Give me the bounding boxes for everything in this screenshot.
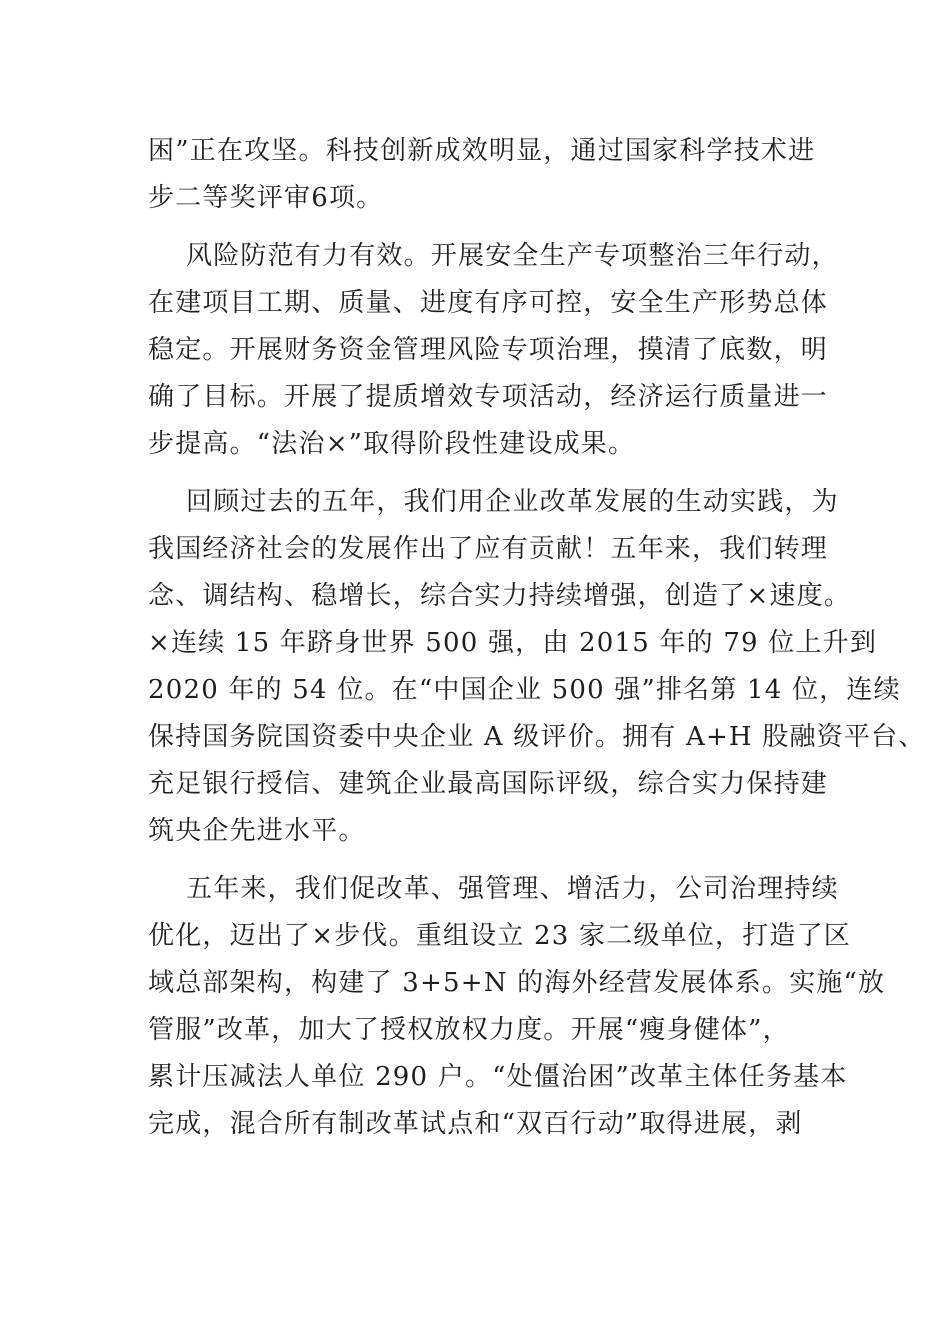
paragraph-line: 风险防范有力有效。开展安全生产专项整治三年行动， (186, 241, 839, 271)
document-body (148, 128, 926, 1148)
paragraph-line: 2020 年的 54 位。在“中国企业 500 强”排名第 14 位，连续 (148, 675, 901, 705)
paragraph-line: 我国经济社会的发展作出了应有贡献！五年来，我们转理 (148, 534, 829, 564)
paragraph-gap (148, 468, 813, 479)
paragraph-line: 确了目标。开展了提质增效专项活动，经济运行质量进一 (148, 382, 829, 412)
paragraph-line: 保持国务院国资委中央企业 A 级评价。拥有 A+H 股融资平台、 (148, 722, 926, 752)
paragraph-five-year-review (148, 479, 926, 855)
paragraph-line: 优化，迈出了×步伐。重组设立 23 家二级单位，打造了区 (148, 921, 851, 951)
paragraph-tech-innovation (148, 128, 816, 222)
paragraph-line: 困”正在攻坚。科技创新成效明显，通过国家科学技术进 (148, 136, 816, 166)
paragraph-line: 域总部架构，构建了 3+5+N 的海外经营发展体系。实施“放 (148, 968, 886, 998)
paragraph-line: 累计压减法人单位 290 户。“处僵治困”改革主体任务基本 (148, 1062, 848, 1092)
paragraph-line: 在建项目工期、质量、进度有序可控，安全生产形势总体 (148, 288, 829, 318)
paragraph-gap (148, 855, 813, 866)
paragraph-reform-governance (148, 866, 886, 1148)
paragraph-line: ×连续 15 年跻身世界 500 强，由 2015 年的 79 位上升到 (148, 628, 878, 658)
paragraph-line: 筑央企先进水平。 (148, 816, 366, 846)
paragraph-line: 五年来，我们促改革、强管理、增活力，公司治理持续 (186, 874, 839, 904)
paragraph-line: 回顾过去的五年，我们用企业改革发展的生动实践，为 (186, 487, 839, 517)
paragraph-gap (148, 222, 813, 233)
paragraph-line: 步二等奖评审6项。 (148, 183, 384, 213)
paragraph-line: 完成，混合所有制改革试点和“双百行动”取得进展，剥 (148, 1109, 803, 1139)
paragraph-risk-prevention (148, 233, 839, 468)
paragraph-line: 稳定。开展财务资金管理风险专项治理，摸清了底数，明 (148, 335, 829, 365)
paragraph-line: 管服”改革，加大了授权放权力度。开展“瘦身健体”， (148, 1015, 790, 1045)
paragraph-line: 充足银行授信、建筑企业最高国际评级，综合实力保持建 (148, 769, 829, 799)
paragraph-line: 步提高。“法治×”取得阶段性建设成果。 (148, 429, 636, 459)
paragraph-line: 念、调结构、稳增长，综合实力持续增强，创造了×速度。 (148, 581, 851, 611)
